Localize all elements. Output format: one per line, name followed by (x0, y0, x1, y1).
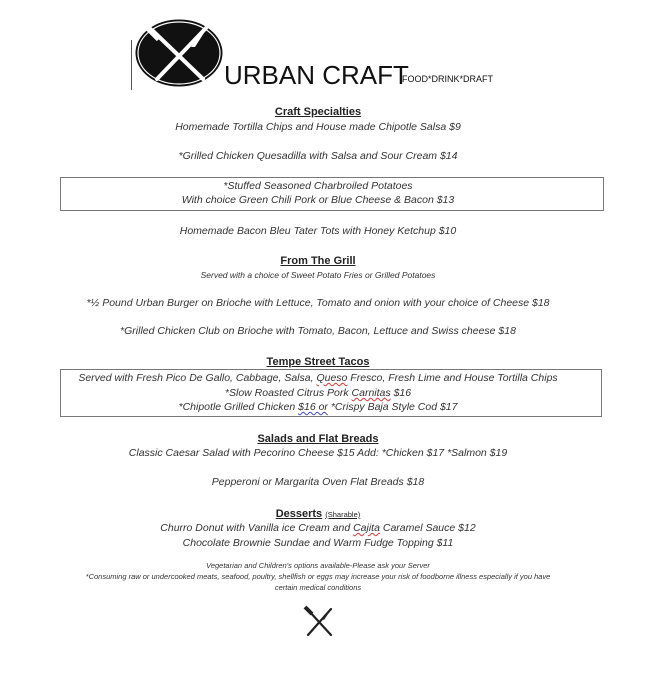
section-heading-tacos (12, 355, 624, 369)
tagline: FOOD*DRINK*DRAFT (402, 74, 494, 84)
section-heading-salads (12, 432, 624, 446)
menu-item (12, 521, 624, 535)
section-heading-grill (12, 254, 624, 268)
menu-item: Pepperoni or Margarita Oven Flat Breads $18 (211, 476, 425, 488)
footer-disclaimer: certain medical conditions (274, 583, 362, 592)
section-heading-craft (12, 105, 624, 119)
menu-item: *Grilled Chicken Quesadilla with Salsa and Sour Cream $14 (178, 150, 458, 162)
menu-item: *½ Pound Urban Burger on Brioche with Lettuce, Tomato and onion with your choice of Cheese $18 (86, 297, 550, 309)
section-subtitle: Served with a choice of Sweet Potato Fries or Grilled Potatoes (200, 270, 436, 280)
menu-item: *Stuffed Seasoned Charbroiled Potatoes (223, 180, 413, 192)
footer-disclaimer: *Consuming raw or undercooked meats, seafood, poultry, shellfish or eggs may increase your risk of foodborne illness especially if you have (85, 572, 551, 581)
heading-text: From The Grill (280, 255, 356, 267)
menu-item: Homemade Bacon Bleu Tater Tots with Honey Ketchup $10 (179, 225, 457, 237)
heading-text: Salads and Flat Breads (257, 433, 379, 445)
text: *Chipotle Grilled Chicken (178, 401, 299, 413)
text: Carnitas (351, 387, 391, 399)
text: Churro Donut with Vanilla ice Cream and (160, 522, 354, 534)
text: *Crispy Baja Style Cod $17 (327, 401, 458, 413)
fork-knife-logo-icon (133, 17, 225, 89)
text: $16 or (298, 401, 328, 413)
menu-item: Chocolate Brownie Sundae and Warm Fudge Topping $11 (182, 537, 454, 549)
heading-text: Craft Specialties (274, 106, 362, 118)
menu-item (12, 371, 624, 385)
menu-item: Classic Caesar Salad with Pecorino Cheese $15 Add: *Chicken $17 *Salmon $19 (128, 447, 508, 459)
heading-text: Desserts (275, 508, 323, 520)
text: Fresco, Fresh Lime and House Tortilla Chips (347, 372, 558, 384)
logo-rule (131, 40, 132, 90)
menu-item: *Grilled Chicken Club on Brioche with Tomato, Bacon, Lettuce and Swiss cheese $18 (120, 325, 516, 337)
menu-item: Homemade Tortilla Chips and House made Chipotle Salsa $9 (175, 121, 461, 133)
text: Served with Fresh Pico De Gallo, Cabbage, Salsa, (78, 372, 317, 384)
menu-item: With choice Green Chili Pork or Blue Cheese & Bacon $13 (181, 194, 455, 206)
menu-item (12, 386, 624, 400)
brand-name: URBAN CRAFT (224, 60, 409, 90)
fork-knife-icon (300, 604, 338, 640)
footer-note: Vegetarian and Children's options available-Please ask your Server (206, 561, 430, 570)
text: Caramel Sauce $12 (379, 522, 476, 534)
heading-text: Tempe Street Tacos (266, 356, 370, 368)
text: Queso (316, 372, 348, 384)
sharable-note: (Sharable) (325, 510, 361, 519)
text: Cajita (353, 522, 380, 534)
section-heading-desserts (12, 507, 624, 522)
text: $16 (390, 387, 412, 399)
text: *Slow Roasted Citrus Pork (224, 387, 352, 399)
menu-item (12, 400, 624, 414)
